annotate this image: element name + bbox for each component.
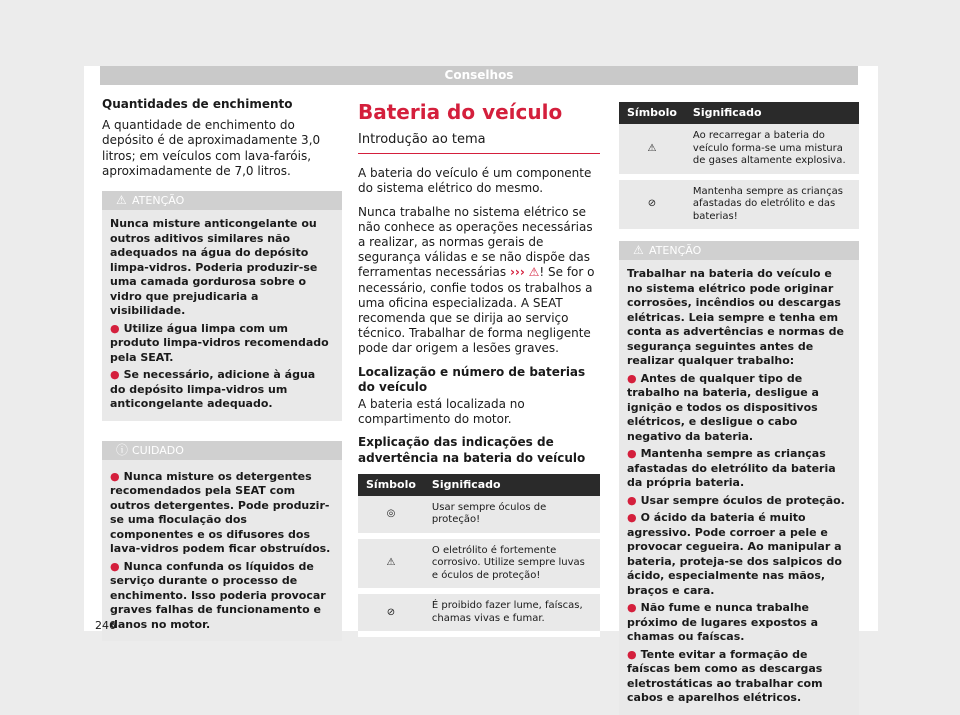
column-header-symbol: Símbolo bbox=[619, 102, 685, 124]
fill-quantities-title: Quantidades de enchimento bbox=[102, 97, 293, 111]
symbol-table-1 bbox=[358, 474, 600, 638]
list-item: ● Nunca confunda os líquidos de serviço durante o processo de enchimento. Isso poderia provocar graves falhas de funcionamento e danos no motor. bbox=[110, 559, 326, 631]
list-item: ● Mantenha sempre as crianças afastadas do eletrólito da bateria da própria bateria. bbox=[627, 447, 836, 489]
bullet-icon: ● bbox=[110, 321, 120, 335]
warning-body bbox=[102, 210, 342, 421]
location-heading: Localização e número de baterias do veículo bbox=[358, 364, 586, 394]
list-item: ● Tente evitar a formação de faíscas bem como as descargas eletrostáticas ao trabalhar com cabos e aparelhos elétricos. bbox=[627, 647, 823, 704]
column-2 bbox=[358, 100, 600, 637]
battery-title: Bateria do veículo bbox=[358, 100, 563, 124]
bullet-icon: ● bbox=[627, 371, 637, 385]
bullet-icon: ● bbox=[110, 368, 120, 382]
warning-header bbox=[619, 241, 859, 260]
column-3 bbox=[619, 102, 859, 715]
warning-triangle-icon: ⚠ bbox=[528, 265, 540, 280]
battery-intro: A bateria do veículo é um componente do sistema elétrico do mesmo. bbox=[358, 166, 592, 196]
warning-triangle-icon: ⚠ bbox=[633, 243, 644, 257]
warning-body bbox=[619, 260, 859, 715]
bullet-icon: ● bbox=[110, 469, 120, 483]
caution-header bbox=[102, 441, 342, 460]
bullet-icon: ● bbox=[627, 511, 637, 524]
table-header-row bbox=[358, 474, 600, 496]
warning-header bbox=[102, 191, 342, 210]
caution-label: CUIDADO bbox=[132, 443, 184, 457]
list-item: ● Não fume e nunca trabalhe próximo de lugares expostos a chamas ou faíscas. bbox=[627, 601, 819, 643]
warning-label: ATENÇÃO bbox=[649, 244, 702, 257]
bullet-icon: ● bbox=[627, 601, 637, 614]
caution-box bbox=[102, 441, 342, 642]
list-item: ● Nunca misture os detergentes recomendados pela SEAT com outros detergentes. Pode produzir-se uma floculação dos componentes e os difusores dos lava-vidros podem ficar obstruídos. bbox=[110, 469, 331, 556]
table-header-row bbox=[619, 102, 859, 124]
no-fire-icon: ⊘ bbox=[386, 606, 396, 618]
page-number: 246 bbox=[95, 619, 116, 632]
bullet-icon: ● bbox=[627, 647, 637, 661]
list-item: ● Se necessário, adicione à água do depósito limpa-vidros um anticongelante adequado. bbox=[110, 368, 316, 411]
info-circle-icon: ⓘ bbox=[116, 442, 129, 457]
location-text: A bateria está localizada no compartimento do motor. bbox=[358, 397, 525, 427]
table-row: ⊘ É proibido fazer lume, faíscas, chamas vivas e fumar. bbox=[358, 591, 600, 634]
list-item: ● Usar sempre óculos de proteção. bbox=[627, 493, 845, 507]
bullet-icon: ● bbox=[627, 447, 637, 460]
table-row: ◎ Usar sempre óculos de proteção! bbox=[358, 496, 600, 536]
section-header: Conselhos bbox=[100, 66, 858, 85]
reference-arrows: ››› bbox=[509, 265, 525, 280]
list-item: ● Utilize água limpa com um produto limpa-vidros recomendado pela SEAT. bbox=[110, 321, 329, 364]
battery-subtitle: Introdução ao tema bbox=[358, 132, 600, 154]
warning-box-1 bbox=[102, 191, 342, 421]
no-children-icon: ⊘ bbox=[647, 198, 657, 209]
bullet-icon: ● bbox=[627, 493, 637, 507]
warning-box-2 bbox=[619, 241, 859, 715]
table-row: ⊘ Mantenha sempre as crianças afastadas do eletrólito e das baterias! bbox=[619, 177, 859, 233]
warning-label: ATENÇÃO bbox=[132, 194, 185, 208]
battery-caution-paragraph: Nunca trabalhe no sistema elétrico se não conhece as operações necessárias a realizar, as normas gerais de segurança válidas e se não dispõe das ferramentas necessárias ››› ⚠! Se for o necessário, confie todos os trabalhos a uma oficina especializada. A SEAT recomenda que se dirija ao serviço técnico. Trabalhar de forma negligente pode dar origem a lesões graves. bbox=[358, 204, 595, 356]
warning-triangle-icon: ⚠ bbox=[116, 193, 127, 208]
fill-quantities-text: A quantidade de enchimento do depósito é de aproximadamente 3,0 litros; em veículos com lava-faróis, aproximadamente de 7,0 litros. bbox=[102, 118, 321, 178]
table-row: ⚠ O eletrólito é fortemente corrosivo. Utilize sempre luvas e óculos de proteção! bbox=[358, 536, 600, 592]
symbol-table-2 bbox=[619, 102, 859, 235]
explanation-heading: Explicação das indicações de advertência na bateria do veículo bbox=[358, 435, 586, 465]
list-item: ● O ácido da bateria é muito agressivo. Pode corroer a pele e provocar cegueira. Ao manipular a bateria, proteja-se dos salpicos do ácido, especialmente nas mãos, braços e cara. bbox=[627, 511, 842, 597]
bullet-icon: ● bbox=[110, 559, 120, 573]
column-1 bbox=[102, 97, 342, 641]
explosive-icon: ⚠ bbox=[647, 142, 657, 154]
table-row: ⚠ Ao recarregar a bateria do veículo forma-se uma mistura de gases altamente explosiva. bbox=[619, 124, 859, 177]
corrosive-icon: ⚠ bbox=[386, 557, 396, 569]
warning-intro: Nunca misture anticongelante ou outros aditivos similares não adequados na água do depósito limpa-vidros. Poderia produzir-se uma camada gordurosa sobre o vidro que prejudicaria a visibilidade. bbox=[110, 217, 318, 318]
column-header-symbol: Símbolo bbox=[358, 474, 424, 496]
warning-intro: Trabalhar na bateria do veículo e no sistema elétrico pode originar corrosões, incêndios ou descargas elétricas. Leia sempre e tenha em conta as advertências e normas de segurança seguintes antes de realizar qualquer trabalho: bbox=[627, 267, 844, 367]
list-item: ● Antes de qualquer tipo de trabalho na bateria, desligue a ignição e todos os dispositivos elétricos, e desligue o cabo negativo da bateria. bbox=[627, 371, 819, 443]
column-header-meaning: Significado bbox=[424, 474, 600, 496]
caution-body bbox=[102, 460, 342, 642]
column-header-meaning: Significado bbox=[685, 102, 859, 124]
goggles-icon: ◎ bbox=[386, 508, 396, 520]
